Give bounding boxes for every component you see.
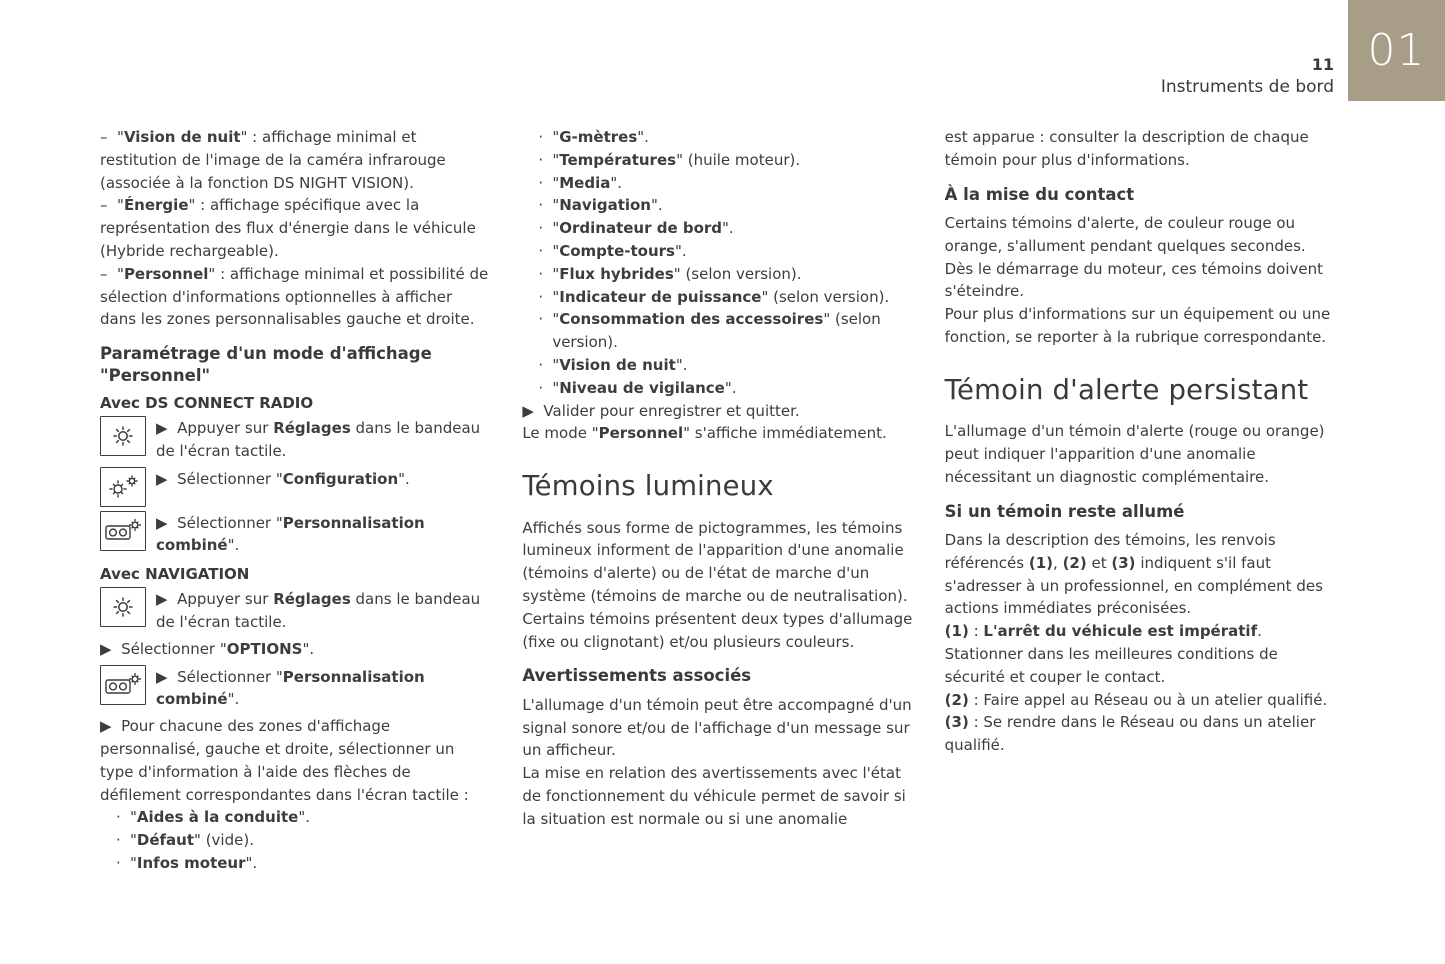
bullet-text (552, 172, 914, 195)
text-run: " (552, 287, 560, 306)
text-run: " (552, 196, 560, 215)
text-run: ". (722, 219, 734, 238)
term-bold: Réglages (273, 419, 351, 438)
list-item (116, 852, 492, 875)
paragraph (945, 620, 1337, 688)
text-run: ". (674, 241, 687, 260)
paragraph (945, 303, 1337, 349)
page-number: 11 (1311, 55, 1334, 74)
bullet-text (552, 126, 914, 149)
list-item (116, 829, 492, 852)
bullet-icon: · (538, 355, 544, 374)
bullet-icon: · (538, 310, 544, 329)
term-bold: Personnel (598, 424, 684, 443)
text-run: ▶ Sélectionner " (100, 639, 227, 658)
text-run: ". (245, 854, 258, 872)
text-run: " (552, 264, 560, 283)
content-columns (100, 126, 1337, 875)
instruction-step (100, 587, 492, 634)
term-bold: Personnalisation combiné (156, 667, 425, 709)
term-bold: Températures (559, 150, 677, 169)
bullet-text (552, 286, 914, 309)
bullet-icon: · (538, 287, 544, 306)
list-item (538, 377, 914, 400)
paragraph (100, 126, 492, 194)
instruction-step (100, 665, 492, 712)
text-run: , (1053, 553, 1063, 572)
bullet-text (552, 263, 914, 286)
text-run: ▶ Appuyer sur (156, 590, 274, 609)
text-run: " (selon version). (761, 287, 890, 306)
list-item (538, 172, 914, 195)
cluster-gear-icon (100, 511, 146, 551)
bullet-text (552, 217, 914, 240)
bullet-text (130, 829, 492, 852)
term-bold: Indicateur de puissance (559, 287, 762, 306)
text-run: dans le bandeau de l'écran tactile. (156, 590, 481, 632)
term-bold: (2) (1062, 553, 1087, 572)
bullet-icon: · (116, 808, 121, 827)
term-bold: Navigation (559, 196, 651, 215)
text-run: ". (302, 639, 315, 658)
column-right (945, 126, 1337, 875)
text-run: L'allumage d'un témoin peut être accompagné d'un signal sonore et/ou de l'affichage d'un message sur un afficheur. (522, 695, 912, 760)
chapter-number: 01 (1367, 25, 1426, 76)
text-run: – " (100, 196, 124, 215)
term-bold: Ordinateur de bord (559, 219, 723, 238)
text-run: " (552, 378, 560, 397)
text-run: ". (227, 690, 240, 709)
text-run: ". (227, 536, 240, 555)
text-run: " (selon version). (673, 264, 802, 283)
bullet-icon: · (538, 378, 544, 397)
text-run: ". (675, 355, 688, 374)
text-run: Certains témoins d'alerte, de couleur rouge ou orange, s'allument pendant quelques secondes. Dès le démarrage du moteur, ces témoins doivent s'éteindre. (944, 214, 1323, 301)
list-item (538, 240, 914, 263)
text-run: : Se rendre dans le Réseau ou dans un atelier qualifié. (944, 713, 1316, 755)
text-run: " (552, 241, 560, 260)
text-run: ". (298, 808, 310, 827)
text-run: : (968, 622, 984, 641)
text-run: Affichés sous forme de pictogrammes, les témoins lumineux informent de l'apparition d'une anomalie (témoins d'alerte) ou de l'état de marche d'un système (témoins de marche ou de neutralisation). Certains témoins présentent deux types d'allumage (fixe ou clignotant) et/ou plusieurs couleurs. (522, 518, 913, 651)
text-run: – " (100, 128, 124, 146)
term-bold: Personnalisation combiné (156, 513, 425, 555)
list-item (538, 354, 914, 377)
paragraph (945, 529, 1337, 620)
text-run: La mise en relation des avertissements avec l'état de fonctionnement du véhicule permet de savoir si la situation est normale ou si une anomalie (522, 764, 906, 828)
text-run: ▶ Valider pour enregistrer et quitter. (522, 401, 800, 420)
term-bold: Défaut (136, 831, 195, 850)
column-middle (522, 126, 914, 875)
bullet-icon: · (116, 854, 121, 872)
bullet-text (552, 308, 914, 354)
term-bold: (1) (944, 622, 969, 641)
paragraph (522, 422, 914, 445)
paragraph (100, 263, 492, 331)
bullet-text (552, 240, 914, 263)
paragraph (100, 638, 492, 661)
bullet-icon: · (538, 196, 544, 215)
paragraph (522, 517, 914, 654)
paragraph (945, 212, 1337, 303)
configuration-gears-icon (100, 467, 146, 507)
text-run: ▶ Sélectionner " (156, 469, 283, 488)
list-item (538, 149, 914, 172)
text-run: L'allumage d'un témoin d'alerte (rouge ou orange) peut indiquer l'apparition d'une anomalie nécessitant un diagnostic complémentaire. (944, 422, 1325, 486)
instruction-step (100, 511, 492, 558)
text-run: " (552, 173, 560, 192)
term-bold: (1) (1028, 553, 1054, 572)
list-item (538, 263, 914, 286)
bullet-list (116, 806, 492, 874)
column-left (100, 126, 492, 875)
text-run: ". (398, 469, 410, 488)
term-bold: Vision de nuit (123, 128, 241, 146)
text-run: " (selon version). (552, 310, 881, 352)
term-bold: Aides à la conduite (136, 808, 299, 827)
paragraph (100, 715, 492, 806)
text-run: : Faire appel au Réseau ou à un atelier qualifié. (968, 690, 1328, 709)
text-run: " (130, 808, 137, 827)
page-header (1161, 55, 1334, 98)
list-item (116, 806, 492, 829)
list-item (538, 286, 914, 309)
list-item (538, 126, 914, 149)
text-run: ▶ Sélectionner " (156, 667, 283, 686)
step-text (156, 416, 492, 463)
term-bold: OPTIONS (226, 639, 303, 658)
paragraph (945, 126, 1337, 172)
text-run: " s'affiche immédiatement. (683, 424, 887, 443)
section-heading: Témoin d'alerte persistant (944, 373, 1309, 406)
list-item (538, 308, 914, 354)
bullet-text (130, 806, 492, 829)
instruction-step (100, 467, 492, 507)
bullet-icon: · (538, 128, 544, 146)
text-run: ▶ Pour chacune des zones d'affichage personnalisé, gauche et droite, sélectionner un type d'information à l'aide des flèches de défilement correspondantes dans l'écran tactile : (100, 717, 469, 804)
chapter-tab (1348, 0, 1445, 101)
list-item (538, 194, 914, 217)
text-run: indiquent s'il faut s'adresser à un professionnel, en complément des actions immédiates préconisées. (944, 553, 1323, 618)
bullet-text (552, 194, 914, 217)
settings-gear-icon (100, 416, 146, 456)
paragraph (945, 689, 1337, 712)
text-run: " (552, 150, 560, 169)
cluster-gear-icon (100, 665, 146, 705)
bullet-icon: · (538, 241, 544, 260)
step-text (156, 467, 492, 491)
text-run: " (130, 831, 137, 850)
text-run: – " (100, 264, 124, 283)
text-run: ". (610, 173, 623, 192)
term-bold: L'arrêt du véhicule est impératif (983, 622, 1258, 641)
text-run: est apparue : consulter la description de chaque témoin pour plus d'informations. (944, 128, 1309, 169)
term-bold: Flux hybrides (559, 264, 674, 283)
text-run: ▶ Sélectionner " (156, 513, 283, 532)
text-run: " (552, 310, 560, 329)
section-heading: Témoins lumineux (522, 470, 774, 503)
paragraph (945, 711, 1337, 757)
sub-heading: Paramétrage d'un mode d'affichage "Personnel" (100, 344, 432, 385)
text-run: . Stationner dans les meilleures conditions de sécurité et couper le contact. (944, 622, 1278, 686)
term-bold: Consommation des accessoires (559, 310, 824, 329)
term-bold: Infos moteur (136, 854, 246, 872)
instruction-step (100, 416, 492, 463)
text-run: et (1086, 553, 1112, 572)
step-text (156, 665, 492, 712)
text-run: ". (724, 378, 737, 397)
term-bold: Personnel (123, 264, 209, 283)
term-bold: G-mètres (559, 128, 638, 146)
text-run: " (552, 355, 560, 374)
text-run: Dans la description des témoins, les renvois référencés (944, 531, 1276, 572)
term-bold: Vision de nuit (559, 355, 676, 374)
bullet-text (552, 354, 914, 377)
term-bold: Énergie (123, 196, 189, 215)
term-bold: (3) (944, 713, 969, 732)
chapter-title: Instruments de bord (1160, 77, 1334, 97)
term-bold: Niveau de vigilance (559, 378, 725, 397)
bullet-text (130, 852, 492, 875)
paragraph (522, 400, 914, 423)
bullet-text (552, 377, 914, 400)
term-bold: (2) (944, 690, 969, 709)
step-text (156, 511, 492, 558)
sub-heading: Avertissements associés (522, 666, 752, 686)
text-run: " (130, 854, 137, 872)
sub-heading: Si un témoin reste allumé (944, 501, 1185, 521)
text-run: " (huile moteur). (676, 150, 801, 169)
step-text (156, 587, 492, 634)
text-run: " : affichage minimal et possibilité de sélection d'informations optionnelles à afficher dans les zones personnalisables gauche et droite. (100, 264, 489, 329)
text-run: " : affichage minimal et restitution de l'image de la caméra infrarouge (associée à la fonction DS NIGHT VISION). (100, 128, 446, 192)
bullet-icon: · (538, 173, 544, 192)
bullet-text (552, 149, 914, 172)
text-run: " (vide). (194, 831, 254, 850)
minor-heading: Avec NAVIGATION (100, 565, 250, 584)
text-run: " (552, 219, 560, 238)
term-bold: Compte-tours (559, 241, 675, 260)
text-run: ▶ Appuyer sur (156, 419, 274, 438)
text-run: Pour plus d'informations sur un équipement ou une fonction, se reporter à la rubrique correspondante. (944, 305, 1331, 347)
text-run: " : affichage spécifique avec la représentation des flux d'énergie dans le véhicule (Hybride rechargeable). (100, 196, 476, 260)
term-bold: Réglages (273, 590, 351, 609)
term-bold: (3) (1111, 553, 1136, 572)
minor-heading: Avec DS CONNECT RADIO (100, 394, 314, 413)
paragraph (522, 694, 914, 762)
term-bold: Configuration (282, 469, 399, 488)
bullet-icon: · (538, 264, 544, 283)
text-run: ". (637, 128, 649, 146)
bullet-icon: · (538, 150, 544, 169)
text-run: " (552, 128, 560, 146)
sub-heading: À la mise du contact (944, 184, 1135, 204)
settings-gear-icon (100, 587, 146, 627)
text-run: ". (651, 196, 663, 215)
paragraph (945, 420, 1337, 488)
bullet-list (538, 126, 914, 400)
text-run: Le mode " (522, 424, 599, 443)
bullet-icon: · (116, 831, 121, 850)
text-run: dans le bandeau de l'écran tactile. (156, 419, 481, 460)
list-item (538, 217, 914, 240)
bullet-icon: · (538, 219, 544, 238)
paragraph (522, 762, 914, 830)
term-bold: Media (559, 173, 611, 192)
paragraph (100, 194, 492, 262)
